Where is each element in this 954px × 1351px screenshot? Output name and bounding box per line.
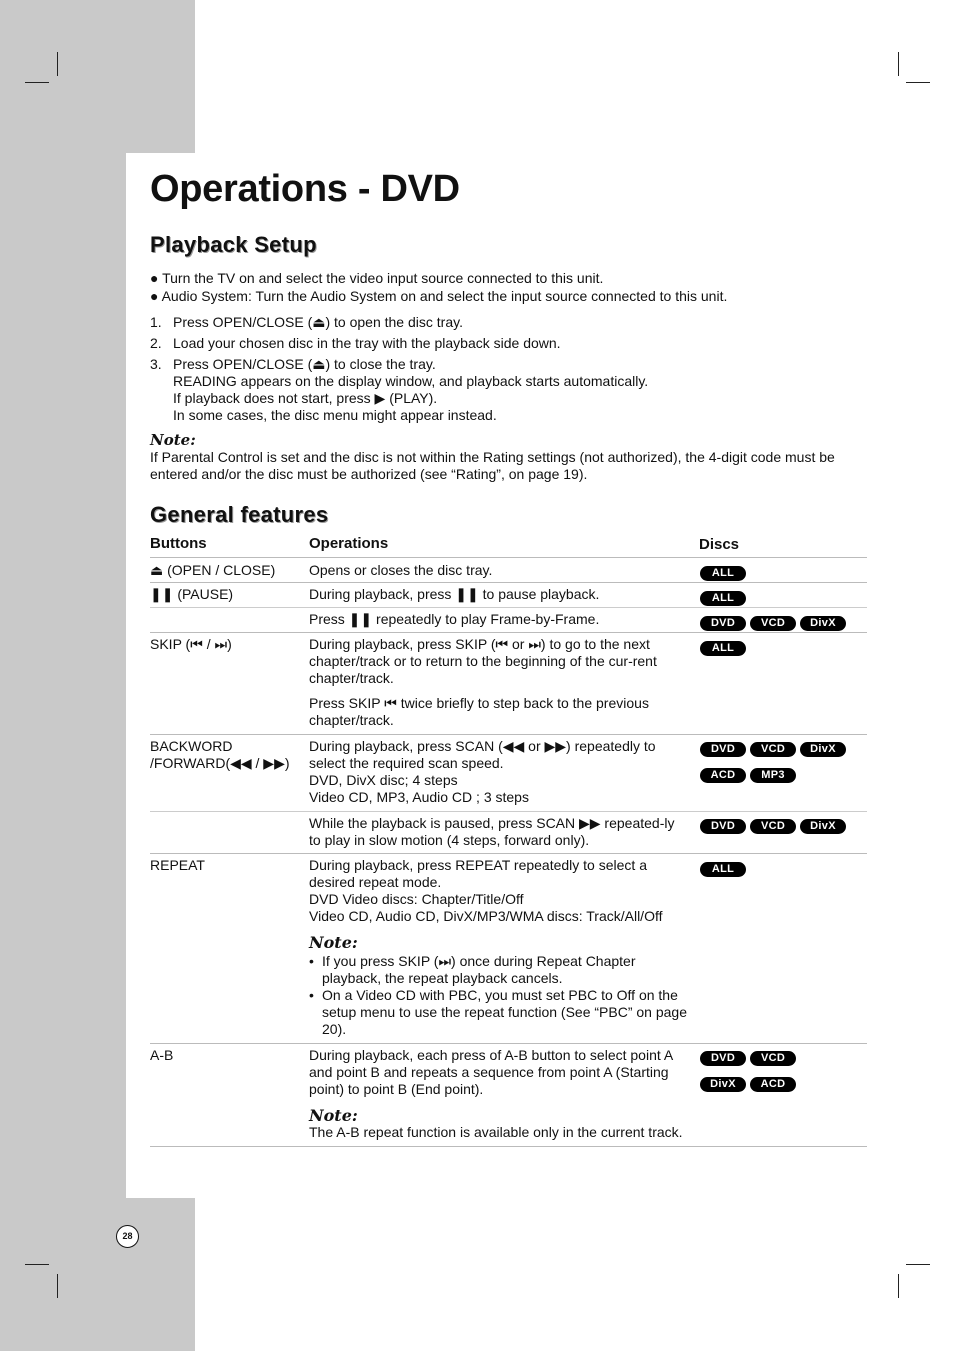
crop-mark <box>906 1264 930 1265</box>
note-item: • On a Video CD with PBC, you must set PBC to Off on the setup menu to use the repeat function (See “PBC” on page 20). <box>309 987 687 1038</box>
operation-text: Press SKIP ⏮ twice briefly to step back to the previous chapter/track. <box>309 695 649 728</box>
disc-badge: DivX <box>800 819 846 834</box>
col-header-buttons: Buttons <box>150 535 207 552</box>
disc-badge: DivX <box>700 1077 746 1092</box>
col-header-discs: Discs <box>699 536 740 553</box>
page-title: Operations - DVD <box>150 168 460 210</box>
operation-entry <box>150 633 867 734</box>
setup-bullet-list <box>150 269 727 305</box>
operation-entry <box>150 583 867 607</box>
operation-text: DVD, DivX disc; 4 steps <box>309 772 458 788</box>
disc-badge: DivX <box>800 616 846 631</box>
step-number: 1. <box>150 314 162 330</box>
table-row <box>150 735 867 854</box>
disc-badge: VCD <box>750 1051 796 1066</box>
page-number: 28 <box>116 1225 139 1248</box>
disc-badges <box>700 1048 870 1100</box>
disc-badges <box>700 859 870 885</box>
crop-mark <box>25 82 49 83</box>
step-text: Load your chosen disc in the tray with the playback side down. <box>173 335 561 351</box>
operation-text: During playback, each press of A-B button to select point A and point B and repeats a sequence from point A (Starting point) to point B (End point). <box>309 1047 673 1097</box>
disc-badge: VCD <box>750 819 796 834</box>
features-table <box>150 533 867 1147</box>
disc-badges <box>700 638 870 664</box>
button-cell: SKIP (⏮ / ⏭) <box>150 636 232 652</box>
operation-entry <box>150 735 867 811</box>
disc-badge: ALL <box>700 862 746 877</box>
disc-badge: ALL <box>700 566 746 581</box>
setup-note <box>150 432 866 483</box>
table-row <box>150 633 867 735</box>
operation-entry <box>150 607 867 632</box>
disc-badges <box>700 816 870 842</box>
bullet-item: ● Audio System: Turn the Audio System on and select the input source connected to this unit. <box>150 288 728 304</box>
table-row <box>150 583 867 633</box>
note-title: Note: <box>309 933 358 952</box>
disc-badge: DVD <box>700 819 746 834</box>
table-row <box>150 1044 867 1147</box>
disc-badge: VCD <box>750 616 796 631</box>
crop-mark <box>25 1264 49 1265</box>
disc-badge: ALL <box>700 641 746 656</box>
operation-text: Opens or closes the disc tray. <box>309 562 493 578</box>
ab-note <box>309 1107 687 1141</box>
operation-text: While the playback is paused, press SCAN ▶▶ repeated-ly to play in slow motion (4 steps, forward only). <box>309 815 675 848</box>
note-title: Note: <box>150 431 196 449</box>
operation-text: During playback, press ❚❚ to pause playback. <box>309 586 600 602</box>
operation-text: During playback, press SKIP (⏮ or ⏭) to go to the next chapter/track or to return to the beginning of the cur-rent chapter/track. <box>309 636 657 686</box>
button-cell: A-B <box>150 1047 174 1063</box>
note-title: Note: <box>309 1106 358 1125</box>
step-text: In some cases, the disc menu might appear instead. <box>173 407 497 423</box>
table-header <box>150 533 867 558</box>
disc-badge: DVD <box>700 616 746 631</box>
step-text: Press OPEN/CLOSE (⏏) to open the disc tray. <box>173 314 463 330</box>
step-item <box>150 356 648 424</box>
note-item: • If you press SKIP (⏭) once during Repeat Chapter playback, the repeat playback cancels. <box>309 953 687 987</box>
operation-entry <box>150 558 867 582</box>
crop-mark <box>898 1274 899 1298</box>
disc-badge: MP3 <box>750 768 796 783</box>
step-item <box>150 335 648 352</box>
crop-mark <box>898 52 899 76</box>
operation-text: Video CD, MP3, Audio CD ; 3 steps <box>309 789 529 805</box>
operation-text: DVD Video discs: Chapter/Title/Off <box>309 891 524 907</box>
operation-text: Press ❚❚ repeatedly to play Frame-by-Frame. <box>309 611 600 627</box>
step-number: 2. <box>150 335 162 351</box>
repeat-note <box>309 934 687 1038</box>
crop-mark <box>906 82 930 83</box>
step-number: 3. <box>150 356 162 372</box>
setup-steps <box>150 314 648 428</box>
crop-mark <box>57 52 58 76</box>
col-header-operations: Operations <box>309 535 389 552</box>
disc-badge: DVD <box>700 1051 746 1066</box>
operation-entry <box>150 1044 867 1146</box>
disc-badge: ACD <box>750 1077 796 1092</box>
note-text: The A-B repeat function is available only in the current track. <box>309 1124 683 1140</box>
disc-badge: ALL <box>700 591 746 606</box>
operation-text: During playback, press SCAN (◀◀ or ▶▶) repeatedly to select the required scan speed. <box>309 738 656 771</box>
crop-mark <box>57 1274 58 1298</box>
disc-badges <box>700 739 870 791</box>
operation-text: Video CD, Audio CD, DivX/MP3/WMA discs: Track/All/Off <box>309 908 663 924</box>
general-features-heading: General features <box>150 502 329 527</box>
operation-entry <box>150 854 867 1043</box>
note-text: If Parental Control is set and the disc is not within the Rating settings (not authorized), the 4-digit code must be entered and/or the disc must be authorized (see “Rating”, on page 19). <box>150 449 835 482</box>
operation-text: During playback, press REPEAT repeatedly to select a desired repeat mode. <box>309 857 647 890</box>
playback-setup-heading: Playback Setup <box>150 232 317 257</box>
disc-badge: VCD <box>750 742 796 757</box>
button-cell: ❚❚ (PAUSE) <box>150 586 234 602</box>
bullet-item: ● Turn the TV on and select the video input source connected to this unit. <box>150 270 604 286</box>
step-text: READING appears on the display window, and playback starts automatically. <box>173 373 649 389</box>
table-row <box>150 558 867 583</box>
button-cell: ⏏ (OPEN / CLOSE) <box>150 562 276 578</box>
button-cell: REPEAT <box>150 857 205 873</box>
disc-badge: DVD <box>700 742 746 757</box>
step-text: If playback does not start, press ▶ (PLAY). <box>173 390 438 406</box>
step-text: Press OPEN/CLOSE (⏏) to close the tray. <box>173 356 436 372</box>
note-list <box>309 953 687 1038</box>
disc-badge: DivX <box>800 742 846 757</box>
button-cell: BACKWORD /FORWARD(◀◀ / ▶▶) <box>150 738 290 771</box>
operation-entry <box>150 811 867 853</box>
table-row <box>150 854 867 1044</box>
step-item <box>150 314 648 331</box>
disc-badge: ACD <box>700 768 746 783</box>
